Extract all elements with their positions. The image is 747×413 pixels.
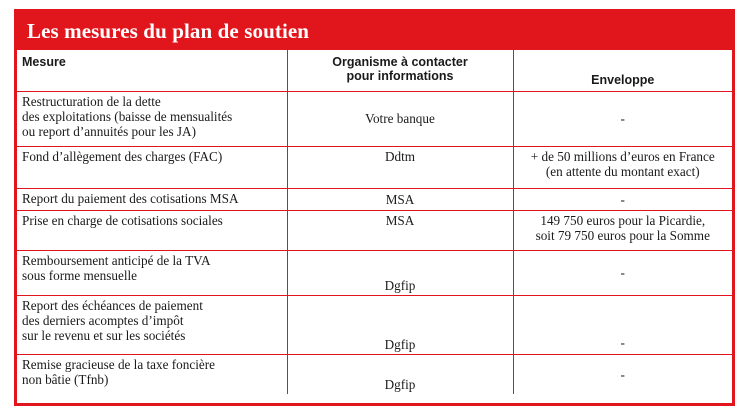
measure-line: Remise gracieuse de la taxe foncière — [22, 356, 215, 372]
organism-cell: Ddtm — [287, 146, 513, 188]
envelope-cell — [513, 210, 732, 250]
measure-line: Fond d’allègement des charges (FAC) — [22, 148, 223, 164]
measure-line: Prise en charge de cotisations sociales — [22, 212, 223, 228]
measure-cell — [17, 250, 287, 295]
envelope-line: soit 79 750 euros pour la Somme — [535, 227, 710, 243]
envelope-cell — [513, 250, 732, 295]
table-row — [17, 354, 732, 394]
measure-cell — [17, 146, 287, 188]
envelope-line: - — [620, 366, 625, 382]
envelope-cell — [513, 91, 732, 146]
measure-cell — [17, 354, 287, 394]
header-measure: Mesure — [17, 50, 287, 91]
panel-title: Les mesures du plan de soutien — [17, 12, 732, 50]
envelope-line: - — [620, 265, 625, 280]
envelope-line: - — [620, 334, 625, 350]
table-row — [17, 91, 732, 146]
header-organism-line: Organisme à contacter — [332, 55, 468, 69]
table-row — [17, 188, 732, 210]
envelope-line: + de 50 millions d’euros en France — [530, 148, 715, 164]
measure-line: des derniers acomptes d’impôt — [22, 312, 184, 328]
envelope-cell — [513, 146, 732, 188]
measure-line: Report du paiement des cotisations MSA — [22, 190, 239, 206]
envelope-cell — [513, 188, 732, 210]
measure-line: Remboursement anticipé de la TVA — [22, 252, 211, 268]
measure-cell — [17, 91, 287, 146]
envelope-line: - — [620, 111, 625, 126]
organism-cell: MSA — [287, 210, 513, 250]
header-envelope: Enveloppe — [513, 50, 732, 91]
organism-cell: Dgfip — [287, 295, 513, 354]
measures-table — [17, 50, 732, 394]
measure-line: des exploitations (baisse de mensualités — [22, 108, 233, 124]
table-row — [17, 295, 732, 354]
measure-cell — [17, 295, 287, 354]
support-plan-panel — [14, 9, 735, 406]
measure-line: Restructuration de la dette — [22, 93, 161, 109]
table-header-row — [17, 50, 732, 91]
measure-line: sous forme mensuelle — [22, 267, 137, 283]
measure-line: non bâtie (Tfnb) — [22, 371, 109, 387]
header-organism-line: pour informations — [346, 69, 454, 83]
envelope-line: - — [620, 191, 625, 207]
table-row — [17, 210, 732, 250]
table-row — [17, 146, 732, 188]
measure-line: ou report d’annuités pour les JA) — [22, 123, 196, 139]
envelope-cell — [513, 295, 732, 354]
organism-cell: MSA — [287, 188, 513, 210]
measure-line: Report des échéances de paiement — [22, 297, 203, 313]
header-organism — [287, 50, 513, 91]
organism-cell: Votre banque — [287, 91, 513, 146]
envelope-line: (en attente du montant exact) — [545, 163, 700, 179]
organism-cell: Dgfip — [287, 354, 513, 394]
envelope-line: 149 750 euros pour la Picardie, — [540, 212, 706, 228]
measure-cell — [17, 188, 287, 210]
measure-cell — [17, 210, 287, 250]
envelope-cell — [513, 354, 732, 394]
measure-line: sur le revenu et sur les sociétés — [22, 327, 186, 343]
table-row — [17, 250, 732, 295]
organism-cell: Dgfip — [287, 250, 513, 295]
